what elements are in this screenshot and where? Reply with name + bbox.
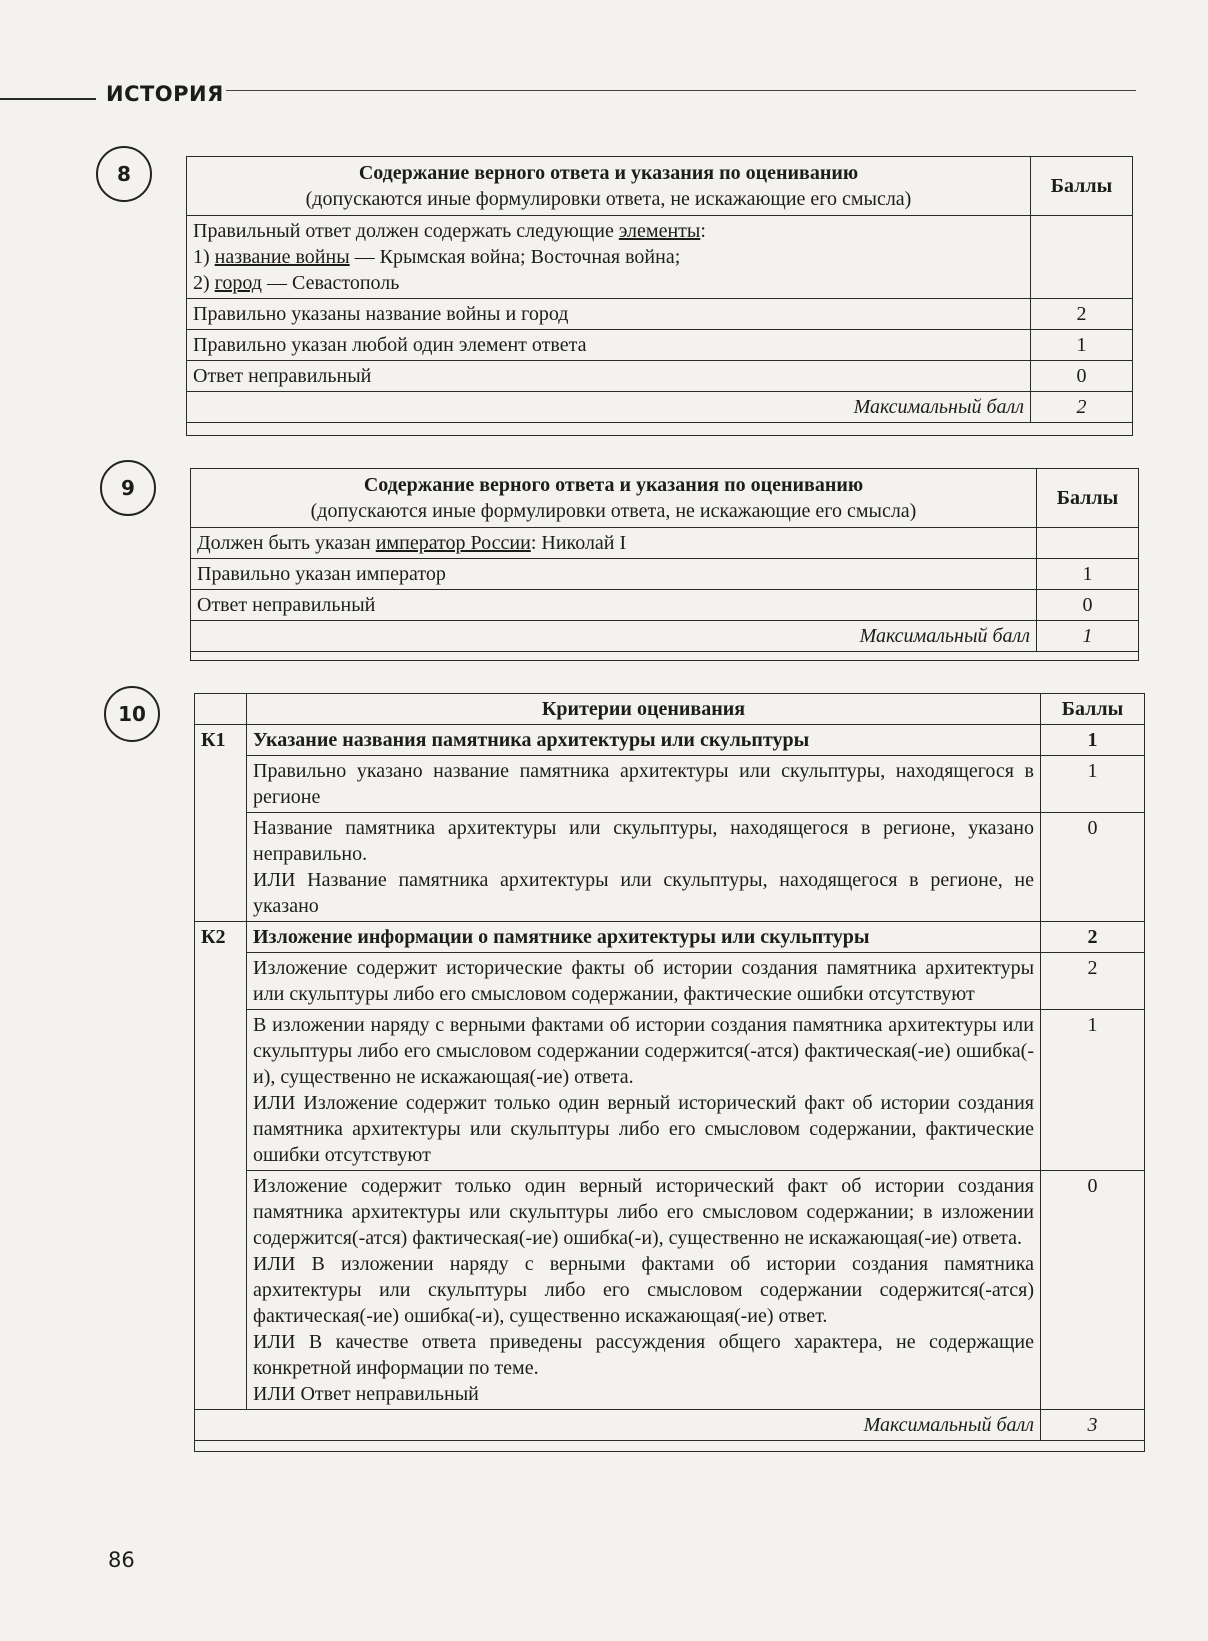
answer-line1-underlined: элементы — [618, 220, 701, 242]
answer-line2-post: — Крымская война; Восточная война; — [349, 246, 681, 268]
max-row — [187, 392, 1133, 423]
table-row — [187, 330, 1133, 361]
row-text — [247, 813, 1041, 922]
bottom-spacer — [195, 1441, 1145, 1452]
max-label: Максимальный балл — [191, 621, 1037, 652]
max-label: Максимальный балл — [195, 1410, 1041, 1441]
row-points: 2 — [1031, 299, 1133, 330]
row-text — [247, 1010, 1041, 1171]
answer-line3-pre: 2) — [193, 272, 215, 294]
row-text: Правильно указан император — [191, 559, 1037, 590]
header-code-empty — [195, 694, 247, 725]
answer-line1-post: : — [700, 220, 706, 242]
table-row — [187, 299, 1133, 330]
answer-post: : Николай I — [530, 532, 627, 554]
criterion-row-k1 — [195, 725, 1145, 756]
answer-pre: Должен быть указан — [197, 532, 376, 554]
bottom-spacer — [191, 652, 1139, 661]
answer-line1-pre: Правильный ответ должен содержать следующие — [193, 220, 619, 242]
row-points: 1 — [1041, 1010, 1145, 1171]
answer-line2-underlined: название войны — [214, 246, 350, 268]
spacer-cell — [195, 1441, 1145, 1452]
row-text-part4: ИЛИ Ответ неправильный — [253, 1383, 479, 1405]
row-text: Правильно указаны название войны и город — [187, 299, 1031, 330]
table-header — [195, 694, 1145, 725]
table-row — [195, 813, 1145, 922]
answer-points-empty — [1031, 216, 1133, 299]
max-row — [195, 1410, 1145, 1441]
header-main: Содержание верного ответа и указания по оцениванию — [363, 474, 864, 496]
max-value: 2 — [1031, 392, 1133, 423]
criteria-table-q10 — [194, 693, 1145, 1452]
answer-row — [187, 216, 1133, 299]
answer-line2-pre: 1) — [193, 246, 215, 268]
row-text — [247, 1171, 1041, 1410]
header-content — [187, 157, 1031, 216]
row-text: Изложение содержит исторические факты об истории создания памятника архитектуры или скульптуры либо его смысловом содержании, фактические ошибки отсутствуют — [247, 953, 1041, 1010]
answer-line3-post: — Севастополь — [261, 272, 400, 294]
row-text-part1: Название памятника архитектуры или скульптуры, находящегося в регионе, указано неправильно. — [253, 817, 1034, 865]
table-row — [191, 559, 1139, 590]
subject-title: ИСТОРИЯ — [106, 82, 224, 106]
answer-row — [191, 528, 1139, 559]
row-points: 1 — [1041, 756, 1145, 813]
row-text: Ответ неправильный — [191, 590, 1037, 621]
criterion-title-k2: Изложение информации о памятнике архитектуры или скульптуры — [247, 922, 1041, 953]
table-row — [195, 1010, 1145, 1171]
row-points: 2 — [1041, 953, 1145, 1010]
answer-points-empty — [1037, 528, 1139, 559]
max-value: 1 — [1037, 621, 1139, 652]
row-text-part2: ИЛИ Название памятника архитектуры или скульптуры, находящегося в регионе, не указано — [253, 869, 1034, 917]
row-text-part3: ИЛИ В качестве ответа приведены рассуждения общего характера, не содержащие конкретной информации по теме. — [253, 1331, 1034, 1379]
header-points: Баллы — [1037, 469, 1139, 528]
max-row — [191, 621, 1139, 652]
answer-line3-underlined: город — [214, 272, 262, 294]
row-text: Правильно указан любой один элемент ответа — [187, 330, 1031, 361]
header-sub: (допускаются иные формулировки ответа, не искажающие его смысла) — [310, 500, 917, 522]
page-header — [0, 78, 1140, 108]
header-rule-right — [226, 90, 1136, 91]
header-points: Баллы — [1031, 157, 1133, 216]
table-row — [187, 361, 1133, 392]
row-points: 0 — [1041, 1171, 1145, 1410]
row-text-part2: ИЛИ В изложении наряду с верными фактами об истории создания памятника архитектуры или скульптуры либо его смысловом содержании содержится(-атся) фактическая(-ие) ошибка(-и), существенно искажающая(-ие) ответ. — [253, 1253, 1034, 1327]
question-number-10: 10 — [104, 686, 160, 742]
max-value: 3 — [1041, 1410, 1145, 1441]
spacer-cell — [191, 652, 1139, 661]
criterion-code-k2: К2 — [195, 922, 247, 1410]
table-row — [195, 953, 1145, 1010]
answer-text — [187, 216, 1031, 299]
page-number: 86 — [108, 1548, 135, 1572]
row-text-part2: ИЛИ Изложение содержит только один верный исторический факт об истории создания памятника архитектуры или скульптуры либо его смысловом содержании, фактические ошибки отсутствуют — [253, 1092, 1034, 1166]
table-header — [191, 469, 1139, 528]
criteria-table-q8 — [186, 156, 1133, 436]
header-sub: (допускаются иные формулировки ответа, не искажающие его смысла) — [305, 188, 912, 210]
table-row — [195, 756, 1145, 813]
criterion-code-k1: К1 — [195, 725, 247, 922]
question-number-9: 9 — [100, 460, 156, 516]
row-text: Ответ неправильный — [187, 361, 1031, 392]
row-text: Правильно указано название памятника архитектуры или скульптуры, находящегося в регионе — [247, 756, 1041, 813]
row-points: 1 — [1031, 330, 1133, 361]
max-label: Максимальный балл — [187, 392, 1031, 423]
spacer-cell — [187, 423, 1133, 436]
header-content — [191, 469, 1037, 528]
criterion-title-k1: Указание названия памятника архитектуры или скульптуры — [247, 725, 1041, 756]
row-points: 1 — [1037, 559, 1139, 590]
table-header — [187, 157, 1133, 216]
row-points: 0 — [1031, 361, 1133, 392]
table-row — [191, 590, 1139, 621]
question-number-8: 8 — [96, 146, 152, 202]
header-main: Содержание верного ответа и указания по оцениванию — [358, 162, 859, 184]
header-rule-left — [0, 98, 96, 100]
bottom-spacer — [187, 423, 1133, 436]
header-points: Баллы — [1041, 694, 1145, 725]
criteria-table-q9 — [190, 468, 1139, 661]
criterion-points-k2: 2 — [1041, 922, 1145, 953]
answer-text — [191, 528, 1037, 559]
row-text-part1: В изложении наряду с верными фактами об истории создания памятника архитектуры или скульптуры либо его смысловом содержании содержится(-атся) фактическая(-ие) ошибка(-и), существенно не искажающая(-ие) ответа. — [253, 1014, 1034, 1088]
row-points: 0 — [1037, 590, 1139, 621]
row-text-part1: Изложение содержит только один верный исторический факт об истории создания памятника архитектуры или скульптуры либо его смысловом содержании; в изложении содержится(-атся) фактическая(-ие) ошибка(-и), существенно не искажающая(-ие) ответа. — [253, 1175, 1034, 1249]
criterion-row-k2 — [195, 922, 1145, 953]
table-row — [195, 1171, 1145, 1410]
header-criteria: Критерии оценивания — [247, 694, 1041, 725]
answer-underlined: император России — [375, 532, 531, 554]
row-points: 0 — [1041, 813, 1145, 922]
criterion-points-k1: 1 — [1041, 725, 1145, 756]
